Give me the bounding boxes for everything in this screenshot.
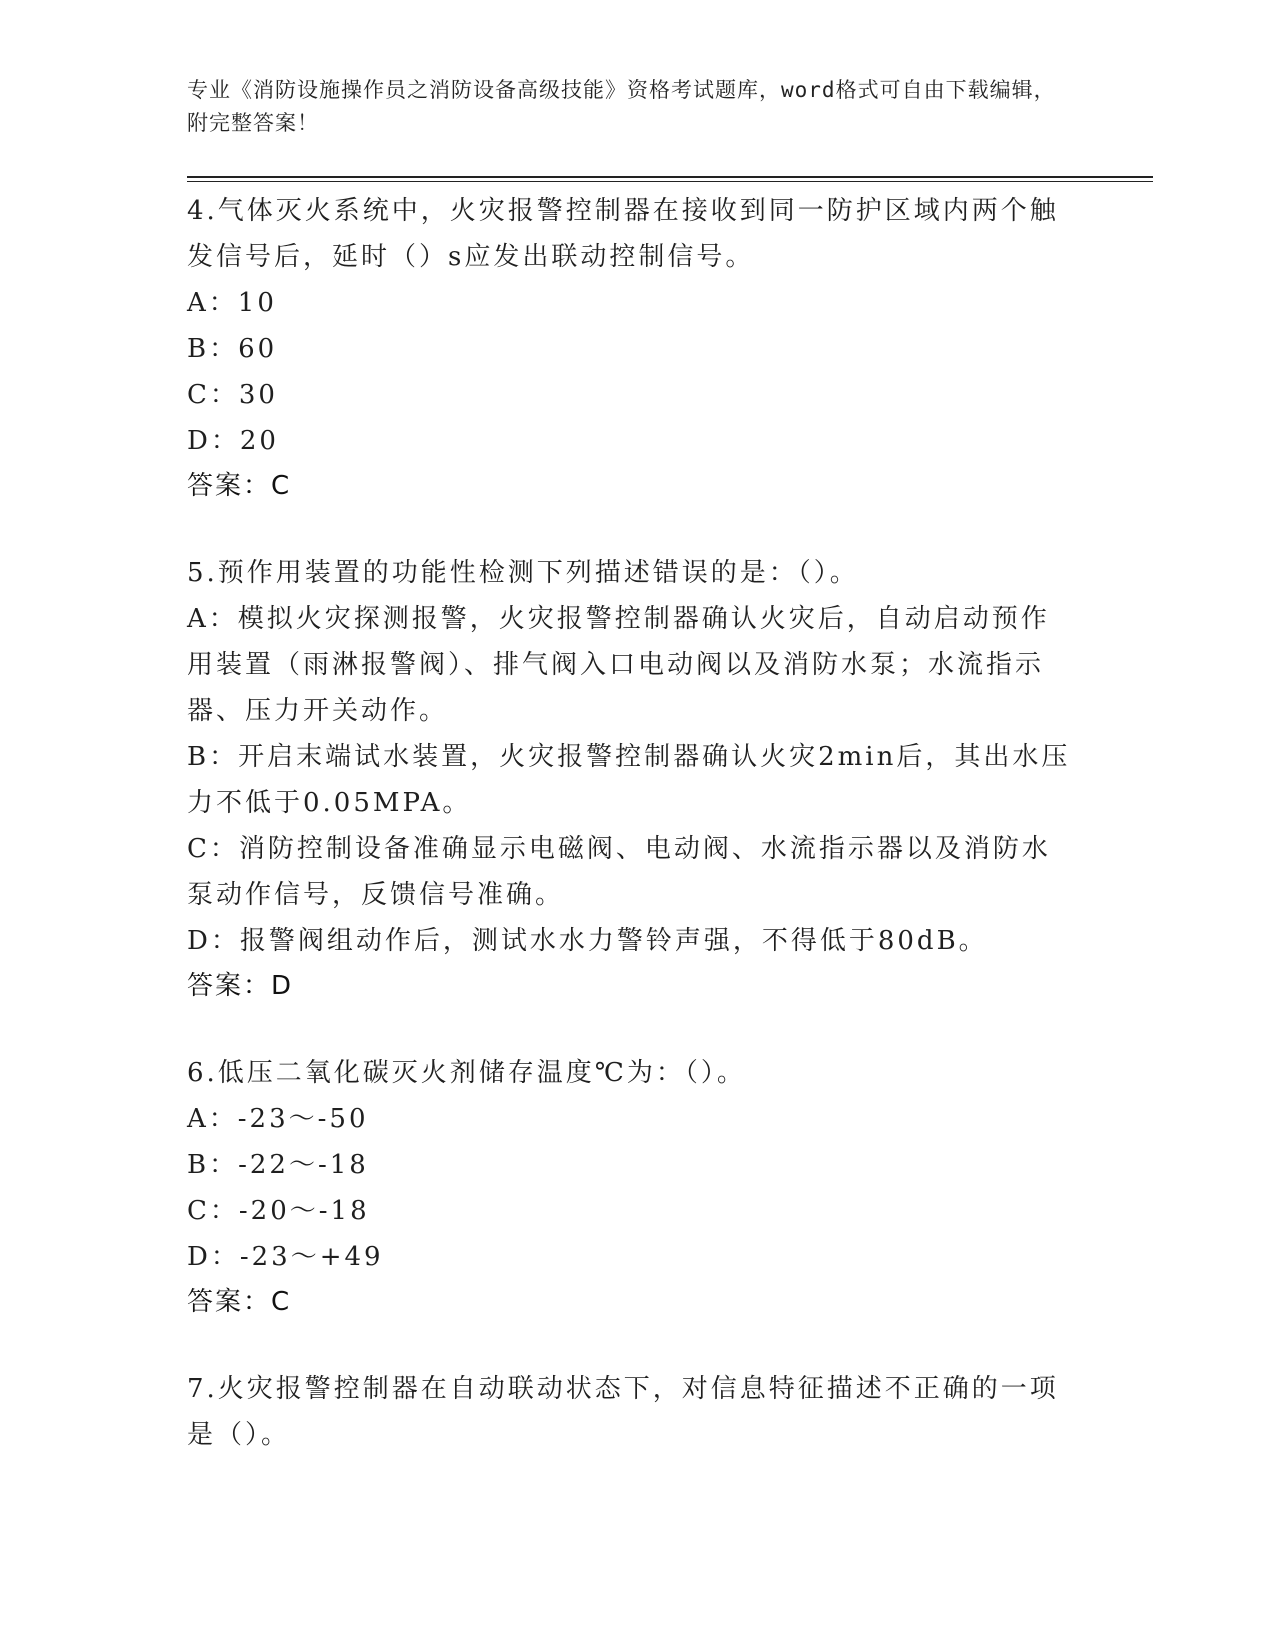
question-7	[187, 1366, 1077, 1458]
question-stem: 7.火灾报警控制器在自动联动状态下，对信息特征描述不正确的一项是（）。	[187, 1374, 1059, 1450]
question-6	[187, 1050, 1077, 1324]
question-stem: 6.低压二氧化碳灭火剂储存温度℃为：（）。	[187, 1058, 746, 1088]
question-4	[187, 188, 1077, 508]
header-divider	[187, 176, 1153, 182]
answer-label: 答案：C	[187, 1287, 292, 1317]
question-5	[187, 550, 1077, 1008]
option-d: D：-23～+49	[187, 1242, 384, 1272]
question-list	[187, 188, 1077, 1500]
question-stem: 5.预作用装置的功能性检测下列描述错误的是：（）。	[187, 558, 859, 588]
option-b: B：开启末端试水装置，火灾报警控制器确认火灾2min后，其出水压力不低于0.05MPA。	[187, 742, 1071, 818]
option-a: A：10	[187, 288, 277, 318]
option-d: D：报警阀组动作后，测试水水力警铃声强，不得低于80dB。	[187, 926, 988, 956]
option-c: C：30	[187, 380, 278, 410]
option-d: D：20	[187, 426, 279, 456]
option-c: C：消防控制设备准确显示电磁阀、电动阀、水流指示器以及消防水泵动作信号，反馈信号准确。	[187, 834, 1051, 910]
answer-label: 答案：D	[187, 971, 294, 1001]
question-stem: 4.气体灭火系统中，火灾报警控制器在接收到同一防护区域内两个触发信号后，延时（）s应发出联动控制信号。	[187, 196, 1059, 272]
option-b: B：60	[187, 334, 278, 364]
option-c: C：-20～-18	[187, 1196, 370, 1226]
option-b: B：-22～-18	[187, 1150, 369, 1180]
answer-label: 答案：C	[187, 471, 292, 501]
option-a: A：-23～-50	[187, 1104, 369, 1134]
header-note: 专业《消防设施操作员之消防设备高级技能》资格考试题库，word格式可自由下载编辑，附完整答案！	[187, 78, 1056, 135]
option-a: A：模拟火灾探测报警，火灾报警控制器确认火灾后，自动启动预作用装置（雨淋报警阀）、排气阀入口电动阀以及消防水泵；水流指示器、压力开关动作。	[187, 604, 1050, 726]
